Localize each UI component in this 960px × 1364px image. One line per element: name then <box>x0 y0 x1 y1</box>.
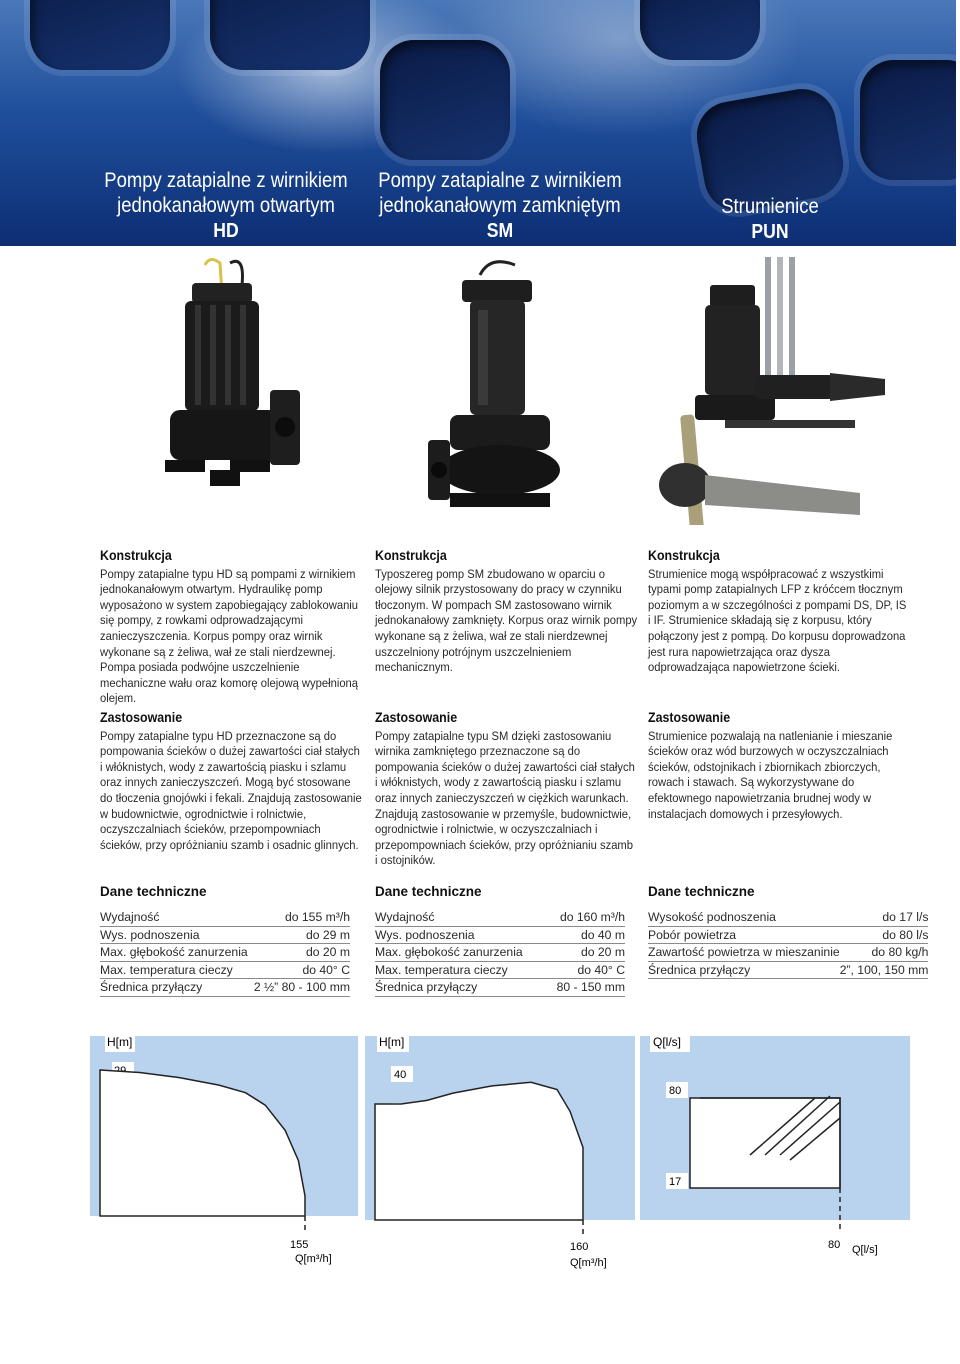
section-heading: Zastosowanie <box>375 710 458 725</box>
table-row <box>375 961 625 979</box>
pun-tech-data <box>648 884 929 979</box>
pun-construction <box>648 548 913 676</box>
section-heading: Konstrukcja <box>648 548 720 563</box>
x-tick-label: 80 <box>828 1239 841 1251</box>
x-tick-label: 160 <box>570 1241 589 1253</box>
tech-label: Wydajność <box>100 909 251 926</box>
tech-value: do 80 l/s <box>840 926 929 944</box>
application-text: Strumienice pozwalają na natlenianie i mieszanie ścieków oraz wód burzowych w oczyszczalniach ścieków, odstojnikach i zbiornikach zbiorczych, rowach i stawach. Są wykorzystywane do efektownego napowietrzania brudnej wody w instalacjach domowych i przesyłowych. <box>648 728 893 821</box>
y-axis-label: H[m] <box>379 1035 405 1049</box>
table-row <box>100 979 350 997</box>
sm-application <box>375 710 640 869</box>
tech-value: do 29 m <box>251 926 350 944</box>
x-tick-label: 155 <box>290 1239 309 1251</box>
table-row <box>375 926 625 944</box>
table-row <box>100 909 350 926</box>
banner-decoration <box>30 0 170 70</box>
table-row <box>648 909 928 926</box>
tech-value: do 40° C <box>546 961 625 979</box>
x-axis-label: Q[l/s] <box>852 1244 878 1256</box>
performance-area <box>375 1082 583 1220</box>
tech-table <box>375 909 625 997</box>
section-heading: Zastosowanie <box>100 710 183 725</box>
tech-label: Max. temperatura cieczy <box>100 961 251 979</box>
tech-table <box>648 909 928 979</box>
tech-value: do 20 m <box>251 944 350 962</box>
table-row <box>100 944 350 962</box>
section-heading: Dane techniczne <box>375 884 482 899</box>
tech-table <box>100 909 350 997</box>
y-axis-label: Q[l/s] <box>653 1035 682 1049</box>
banner-decoration <box>380 40 510 160</box>
section-heading: Dane techniczne <box>100 884 207 899</box>
hd-construction <box>100 548 365 707</box>
y-axis-label: H[m] <box>107 1035 133 1049</box>
x-axis-label: Q[m³/h] <box>295 1253 332 1265</box>
section-heading: Konstrukcja <box>100 548 172 563</box>
tech-value: 2 ½” 80 - 100 mm <box>251 979 350 997</box>
banner-decoration <box>860 60 956 180</box>
y-tick-label: 80 <box>669 1085 682 1097</box>
y-tick-label: 17 <box>669 1176 682 1188</box>
hd-performance-chart <box>90 1030 360 1270</box>
section-heading: Zastosowanie <box>648 710 731 725</box>
sm-construction <box>375 548 640 676</box>
tech-label: Max. głębokość zanurzenia <box>375 944 546 962</box>
tech-label: Wys. podnoszenia <box>100 926 251 944</box>
banner-title-pun: Strumienice PUN <box>721 195 819 243</box>
header-banner <box>0 0 956 246</box>
operating-area <box>690 1098 840 1188</box>
tech-label: Wys. podnoszenia <box>375 926 546 944</box>
tech-label: Średnica przyłączy <box>100 979 251 997</box>
sm-performance-chart <box>365 1030 637 1275</box>
table-row <box>100 961 350 979</box>
table-row <box>375 944 625 962</box>
table-row <box>648 961 928 979</box>
tech-label: Wydajność <box>375 909 546 926</box>
construction-text: Typoszereg pomp SM zbudowano w oparciu o olejowy silnik przystosowany do pracy w czynniku tłoczonym. W pompach SM zastosowano wirnik jednokanałowy zamknięty. Korpus oraz wirnik pompy wykonane są z żeliwa, wał ze stali nierdzewnej uszczelniony potrójnym uszczelnieniem mechanicznym. <box>375 566 638 675</box>
y-tick-label: 40 <box>394 1069 407 1081</box>
application-text: Pompy zatapialne typu HD przeznaczone są do pompowania ścieków o dużej zawartości ciał stałych i włóknistych, wody z zawartością piasku i szlamu oraz innych zanieczyszczeń. Mogą być stosowane do tłoczenia gnojówki i fekali. Znajdują zastosowanie w budownictwie, ogrodnictwie i rolnictwie, oczyszczalniach ścieków, przepompowniach ścieków, przy opróżnianiu szamb i osadnic glinnych. <box>100 728 362 852</box>
tech-label: Średnica przyłączy <box>648 961 840 979</box>
table-row <box>375 979 625 997</box>
tech-value: 2”, 100, 150 mm <box>839 962 929 977</box>
tech-label: Max. głębokość zanurzenia <box>100 944 251 962</box>
table-row <box>648 926 928 944</box>
tech-label: Pobór powietrza <box>648 926 840 944</box>
section-heading: Konstrukcja <box>375 548 447 563</box>
hd-tech-data <box>100 884 350 997</box>
pun-ejector-image <box>645 255 895 525</box>
pun-performance-chart <box>640 1030 920 1270</box>
banner-title-sm: Pompy zatapialne z wirnikiem jednokanałowym zamkniętym SM <box>378 169 622 242</box>
pun-application <box>648 710 913 822</box>
tech-value: do 80 kg/h <box>840 944 929 962</box>
construction-text: Pompy zatapialne typu HD są pompami z wirnikiem jednokanałowym otwartym. Hydraulikę pomp wyposażono w system zapobiegający zablokowaniu się pompy, z rowkami odprowadzającymi zanieczyszczenia. Korpus pompy oraz wirnik wykonane są z żeliwa, wał ze stali nierdzewnej. Pompa posiada podwójne uszczelnienie mechaniczne wału oraz komorę olejową wypełnioną olejem. <box>100 566 359 706</box>
table-row <box>648 944 928 962</box>
tech-value: do 17 l/s <box>840 909 929 926</box>
banner-decoration <box>210 0 370 70</box>
tech-label: Wysokość podnoszenia <box>648 909 840 926</box>
banner-decoration <box>640 0 760 60</box>
application-text: Pompy zatapialne typu SM dzięki zastosowaniu wirnika zamkniętego przeznaczone są do pompowania ścieków o dużej zawartości ciał stałych i włóknistych, wody z zawartością piasku i szlamu oraz innych zanieczyszczeń w ciężkich warunkach. Znajdują zastosowanie w przemyśle, budownictwie, ogrodnictwie i rolnictwie, w oczyszczalniach i przepompowniach ścieków, przy opróżnianiu szamb i ostojników. <box>375 728 635 868</box>
banner-title-hd: Pompy zatapialne z wirnikiem jednokanałowym otwartym HD <box>104 169 348 242</box>
tech-label: Średnica przyłączy <box>375 979 546 997</box>
sm-tech-data <box>375 884 625 997</box>
tech-value: 80 - 150 mm <box>546 979 625 997</box>
tech-value: do 20 m <box>546 944 625 962</box>
tech-label: Zawartość powietrza w mieszaninie <box>648 945 840 960</box>
section-heading: Dane techniczne <box>648 884 755 899</box>
tech-value: do 40° C <box>251 961 350 979</box>
tech-label: Max. temperatura cieczy <box>375 961 546 979</box>
construction-text: Strumienice mogą współpracować z wszystkimi typami pomp zatapialnych LFP z króćcem tłocznym poziomym a w szczególności z pompami DS, DP, IS i IF. Strumienice składają się z korpusu, który połączony jest z pompą. Do korpusu doprowadzona jest rura napowietrzająca oraz dysza odprowadzająca napowietrzone ścieki. <box>648 566 907 675</box>
sm-pump-image <box>420 255 580 520</box>
tech-value: do 155 m³/h <box>251 909 350 926</box>
tech-value: do 40 m <box>546 926 625 944</box>
tech-value: do 160 m³/h <box>546 909 625 926</box>
table-row <box>100 926 350 944</box>
table-row <box>375 909 625 926</box>
x-axis-label: Q[m³/h] <box>570 1257 607 1269</box>
hd-pump-image <box>150 255 310 495</box>
hd-application <box>100 710 365 853</box>
